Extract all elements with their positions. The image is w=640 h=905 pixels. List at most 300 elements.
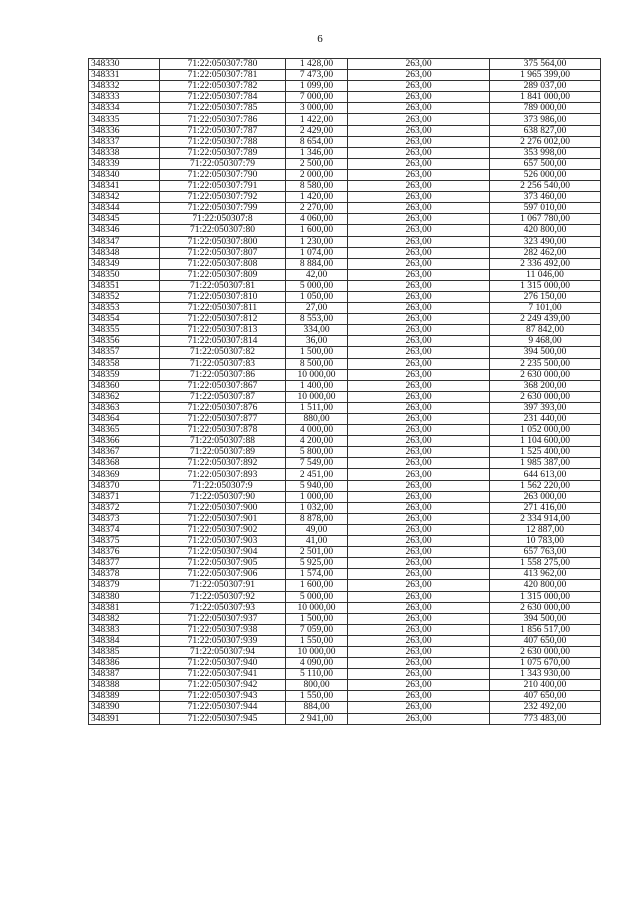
cadastral-number-cell: 71:22:050307:807 [160,247,286,258]
cadastral-value-cell: 282 462,00 [490,247,601,258]
row-number-cell: 348346 [89,225,160,236]
row-number-cell: 348341 [89,181,160,192]
rate-cell: 263,00 [348,325,490,336]
cadastral-number-cell: 71:22:050307:944 [160,702,286,713]
rate-cell: 263,00 [348,436,490,447]
area-cell: 1 032,00 [286,502,348,513]
table-row [89,702,601,713]
rate-cell: 263,00 [348,591,490,602]
area-cell: 7 473,00 [286,70,348,81]
cadastral-value-cell: 789 000,00 [490,103,601,114]
area-cell: 800,00 [286,680,348,691]
cadastral-value-cell: 1 104 600,00 [490,436,601,447]
table-row [89,314,601,325]
area-cell: 27,00 [286,303,348,314]
area-cell: 1 550,00 [286,635,348,646]
rate-cell: 263,00 [348,469,490,480]
area-cell: 4 060,00 [286,214,348,225]
cadastral-value-cell: 323 490,00 [490,236,601,247]
cadastral-value-cell: 2 630 000,00 [490,369,601,380]
cadastral-value-cell: 87 842,00 [490,325,601,336]
rate-cell: 263,00 [348,125,490,136]
cadastral-value-cell: 413 962,00 [490,569,601,580]
rate-cell: 263,00 [348,414,490,425]
rate-cell: 263,00 [348,358,490,369]
cadastral-number-cell: 71:22:050307:878 [160,425,286,436]
cadastral-number-cell: 71:22:050307:791 [160,181,286,192]
cadastral-number-cell: 71:22:050307:80 [160,225,286,236]
row-number-cell: 348330 [89,59,160,70]
row-number-cell: 348344 [89,203,160,214]
rate-cell: 263,00 [348,513,490,524]
page-number: 6 [317,33,323,45]
cadastral-value-cell: 394 500,00 [490,613,601,624]
cadastral-number-cell: 71:22:050307:83 [160,358,286,369]
cadastral-number-cell: 71:22:050307:792 [160,192,286,203]
cadastral-number-cell: 71:22:050307:892 [160,458,286,469]
table-row [89,70,601,81]
cadastral-value-cell: 1 558 275,00 [490,558,601,569]
area-cell: 7 000,00 [286,92,348,103]
rate-cell: 263,00 [348,425,490,436]
area-cell: 1 000,00 [286,491,348,502]
table-row [89,680,601,691]
cadastral-number-cell: 71:22:050307:784 [160,92,286,103]
cadastral-value-cell: 1 315 000,00 [490,591,601,602]
area-cell: 880,00 [286,414,348,425]
table-row [89,258,601,269]
area-cell: 2 501,00 [286,547,348,558]
area-cell: 8 884,00 [286,258,348,269]
table-row [89,458,601,469]
row-number-cell: 348382 [89,613,160,624]
row-number-cell: 348360 [89,380,160,391]
table-row [89,325,601,336]
cadastral-value-cell: 657 500,00 [490,158,601,169]
table-row [89,447,601,458]
rate-cell: 263,00 [348,70,490,81]
table-row [89,181,601,192]
area-cell: 1 230,00 [286,236,348,247]
area-cell: 1 600,00 [286,580,348,591]
table-row [89,469,601,480]
cadastral-number-cell: 71:22:050307:808 [160,258,286,269]
area-cell: 4 000,00 [286,425,348,436]
area-cell: 4 200,00 [286,436,348,447]
table-row [89,635,601,646]
rate-cell: 263,00 [348,691,490,702]
cadastral-number-cell: 71:22:050307:782 [160,81,286,92]
table-row [89,380,601,391]
area-cell: 5 800,00 [286,447,348,458]
cadastral-value-cell: 597 010,00 [490,203,601,214]
cadastral-value-cell: 289 037,00 [490,81,601,92]
area-cell: 8 500,00 [286,358,348,369]
area-cell: 1 420,00 [286,192,348,203]
area-cell: 10 000,00 [286,391,348,402]
cadastral-value-cell: 407 650,00 [490,691,601,702]
row-number-cell: 348364 [89,414,160,425]
rate-cell: 263,00 [348,314,490,325]
cadastral-value-cell: 1 856 517,00 [490,624,601,635]
table-row [89,59,601,70]
area-cell: 8 878,00 [286,513,348,524]
table-row [89,247,601,258]
rate-cell: 263,00 [348,258,490,269]
rate-cell: 263,00 [348,59,490,70]
cadastral-value-cell: 7 101,00 [490,303,601,314]
row-number-cell: 348371 [89,491,160,502]
cadastral-number-cell: 71:22:050307:937 [160,613,286,624]
cadastral-number-cell: 71:22:050307:943 [160,691,286,702]
table-row [89,536,601,547]
table-row [89,158,601,169]
rate-cell: 263,00 [348,680,490,691]
cadastral-value-cell: 12 887,00 [490,524,601,535]
cadastral-value-cell: 1 525 400,00 [490,447,601,458]
cadastral-number-cell: 71:22:050307:88 [160,436,286,447]
row-number-cell: 348331 [89,70,160,81]
rate-cell: 263,00 [348,391,490,402]
cadastral-number-cell: 71:22:050307:813 [160,325,286,336]
cadastral-number-cell: 71:22:050307:90 [160,491,286,502]
row-number-cell: 348363 [89,402,160,413]
rate-cell: 263,00 [348,658,490,669]
rate-cell: 263,00 [348,147,490,158]
cadastral-value-cell: 9 468,00 [490,336,601,347]
table-row [89,369,601,380]
cadastral-value-cell: 232 492,00 [490,702,601,713]
cadastral-number-cell: 71:22:050307:812 [160,314,286,325]
cadastral-value-cell: 2 336 492,00 [490,258,601,269]
table-row [89,646,601,657]
rate-cell: 263,00 [348,181,490,192]
area-cell: 8 553,00 [286,314,348,325]
table-row [89,436,601,447]
table-row [89,658,601,669]
row-number-cell: 348373 [89,513,160,524]
cadastral-number-cell: 71:22:050307:940 [160,658,286,669]
table-row [89,425,601,436]
cadastral-value-cell: 2 630 000,00 [490,646,601,657]
cadastral-value-cell: 1 067 780,00 [490,214,601,225]
cadastral-value-cell: 353 998,00 [490,147,601,158]
table-row [89,125,601,136]
area-cell: 1 074,00 [286,247,348,258]
table-row [89,136,601,147]
rate-cell: 263,00 [348,336,490,347]
row-number-cell: 348376 [89,547,160,558]
table-row [89,513,601,524]
rate-cell: 263,00 [348,380,490,391]
cadastral-value-cell: 1 315 000,00 [490,280,601,291]
table-row [89,347,601,358]
rate-cell: 263,00 [348,192,490,203]
rate-cell: 263,00 [348,491,490,502]
area-cell: 1 574,00 [286,569,348,580]
area-cell: 10 000,00 [286,602,348,613]
table-row [89,613,601,624]
table-row [89,303,601,314]
rate-cell: 263,00 [348,669,490,680]
cadastral-number-cell: 71:22:050307:945 [160,713,286,724]
cadastral-value-cell: 420 800,00 [490,580,601,591]
cadastral-value-cell: 2 276 002,00 [490,136,601,147]
area-cell: 2 500,00 [286,158,348,169]
row-number-cell: 348352 [89,291,160,302]
table-row [89,502,601,513]
cadastral-value-cell: 526 000,00 [490,169,601,180]
area-cell: 5 110,00 [286,669,348,680]
rate-cell: 263,00 [348,347,490,358]
cadastral-number-cell: 71:22:050307:92 [160,591,286,602]
table-row [89,491,601,502]
cadastral-number-cell: 71:22:050307:902 [160,524,286,535]
cadastral-number-cell: 71:22:050307:901 [160,513,286,524]
cadastral-number-cell: 71:22:050307:87 [160,391,286,402]
area-cell: 1 511,00 [286,402,348,413]
area-cell: 8 580,00 [286,181,348,192]
row-number-cell: 348389 [89,691,160,702]
area-cell: 36,00 [286,336,348,347]
area-cell: 1 346,00 [286,147,348,158]
area-cell: 1 600,00 [286,225,348,236]
cadastral-value-cell: 2 249 439,00 [490,314,601,325]
table-row [89,92,601,103]
row-number-cell: 348336 [89,125,160,136]
cadastral-number-cell: 71:22:050307:786 [160,114,286,125]
cadastral-number-cell: 71:22:050307:785 [160,103,286,114]
rate-cell: 263,00 [348,236,490,247]
cadastral-number-cell: 71:22:050307:79 [160,158,286,169]
table-row [89,358,601,369]
table-row [89,691,601,702]
cadastral-value-cell: 2 235 500,00 [490,358,601,369]
cadastral-value-cell: 1 562 220,00 [490,480,601,491]
area-cell: 1 400,00 [286,380,348,391]
cadastral-number-cell: 71:22:050307:91 [160,580,286,591]
row-number-cell: 348350 [89,269,160,280]
rate-cell: 263,00 [348,569,490,580]
row-number-cell: 348342 [89,192,160,203]
table-row [89,402,601,413]
table-row [89,591,601,602]
rate-cell: 263,00 [348,458,490,469]
area-cell: 1 550,00 [286,691,348,702]
area-cell: 4 090,00 [286,658,348,669]
cadastral-number-cell: 71:22:050307:811 [160,303,286,314]
cadastral-value-cell: 644 613,00 [490,469,601,480]
rate-cell: 263,00 [348,214,490,225]
table-row [89,81,601,92]
rate-cell: 263,00 [348,613,490,624]
row-number-cell: 348391 [89,713,160,724]
row-number-cell: 348386 [89,658,160,669]
row-number-cell: 348355 [89,325,160,336]
row-number-cell: 348354 [89,314,160,325]
cadastral-value-cell: 375 564,00 [490,59,601,70]
cadastral-value-cell: 210 400,00 [490,680,601,691]
row-number-cell: 348332 [89,81,160,92]
cadastral-value-cell: 773 483,00 [490,713,601,724]
table-row [89,192,601,203]
row-number-cell: 348383 [89,624,160,635]
cadastral-value-cell: 1 985 387,00 [490,458,601,469]
area-cell: 2 429,00 [286,125,348,136]
row-number-cell: 348388 [89,680,160,691]
row-number-cell: 348335 [89,114,160,125]
area-cell: 5 000,00 [286,280,348,291]
cadastral-number-cell: 71:22:050307:900 [160,502,286,513]
row-number-cell: 348362 [89,391,160,402]
cadastral-number-cell: 71:22:050307:906 [160,569,286,580]
cadastral-number-cell: 71:22:050307:867 [160,380,286,391]
cadastral-value-cell: 373 986,00 [490,114,601,125]
rate-cell: 263,00 [348,402,490,413]
cadastral-value-cell: 638 827,00 [490,125,601,136]
cadastral-value-cell: 1 841 000,00 [490,92,601,103]
rate-cell: 263,00 [348,203,490,214]
table-row [89,580,601,591]
table-row [89,547,601,558]
row-number-cell: 348366 [89,436,160,447]
row-number-cell: 348351 [89,280,160,291]
area-cell: 1 500,00 [286,613,348,624]
area-cell: 10 000,00 [286,369,348,380]
table-body [89,59,601,725]
area-cell: 10 000,00 [286,646,348,657]
rate-cell: 263,00 [348,247,490,258]
row-number-cell: 348372 [89,502,160,513]
area-cell: 1 422,00 [286,114,348,125]
cadastral-number-cell: 71:22:050307:904 [160,547,286,558]
cadastral-number-cell: 71:22:050307:905 [160,558,286,569]
table-row [89,280,601,291]
cadastral-value-cell: 368 200,00 [490,380,601,391]
row-number-cell: 348385 [89,646,160,657]
table-row [89,147,601,158]
cadastral-number-cell: 71:22:050307:81 [160,280,286,291]
row-number-cell: 348381 [89,602,160,613]
cadastral-value-cell: 2 334 914,00 [490,513,601,524]
row-number-cell: 348356 [89,336,160,347]
area-cell: 2 941,00 [286,713,348,724]
table-row [89,214,601,225]
table-row [89,236,601,247]
table-row [89,713,601,724]
area-cell: 1 428,00 [286,59,348,70]
table-row [89,624,601,635]
rate-cell: 263,00 [348,624,490,635]
cadastral-number-cell: 71:22:050307:781 [160,70,286,81]
rate-cell: 263,00 [348,536,490,547]
cadastral-number-cell: 71:22:050307:788 [160,136,286,147]
table-row [89,203,601,214]
rate-cell: 263,00 [348,369,490,380]
cadastral-number-cell: 71:22:050307:903 [160,536,286,547]
cadastral-value-cell: 420 800,00 [490,225,601,236]
rate-cell: 263,00 [348,702,490,713]
row-number-cell: 348345 [89,214,160,225]
area-cell: 1 099,00 [286,81,348,92]
cadastral-number-cell: 71:22:050307:809 [160,269,286,280]
cadastral-number-cell: 71:22:050307:93 [160,602,286,613]
row-number-cell: 348367 [89,447,160,458]
cadastral-number-cell: 71:22:050307:9 [160,480,286,491]
cadastral-number-cell: 71:22:050307:941 [160,669,286,680]
area-cell: 7 059,00 [286,624,348,635]
cadastral-number-cell: 71:22:050307:8 [160,214,286,225]
rate-cell: 263,00 [348,225,490,236]
row-number-cell: 348390 [89,702,160,713]
rate-cell: 263,00 [348,646,490,657]
rate-cell: 263,00 [348,547,490,558]
rate-cell: 263,00 [348,480,490,491]
row-number-cell: 348375 [89,536,160,547]
rate-cell: 263,00 [348,103,490,114]
table-row [89,391,601,402]
cadastral-value-cell: 397 393,00 [490,402,601,413]
row-number-cell: 348384 [89,635,160,646]
row-number-cell: 348349 [89,258,160,269]
area-cell: 2 270,00 [286,203,348,214]
cadastral-value-cell: 276 150,00 [490,291,601,302]
cadastral-number-cell: 71:22:050307:876 [160,402,286,413]
row-number-cell: 348347 [89,236,160,247]
cadastral-number-cell: 71:22:050307:787 [160,125,286,136]
cadastral-value-cell: 271 416,00 [490,502,601,513]
rate-cell: 263,00 [348,635,490,646]
area-cell: 5 000,00 [286,591,348,602]
rate-cell: 263,00 [348,92,490,103]
rate-cell: 263,00 [348,169,490,180]
cadastral-number-cell: 71:22:050307:810 [160,291,286,302]
cadastral-number-cell: 71:22:050307:893 [160,469,286,480]
cadastral-value-cell: 1 965 399,00 [490,70,601,81]
rate-cell: 263,00 [348,580,490,591]
row-number-cell: 348387 [89,669,160,680]
rate-cell: 263,00 [348,269,490,280]
rate-cell: 263,00 [348,502,490,513]
area-cell: 2 451,00 [286,469,348,480]
row-number-cell: 348369 [89,469,160,480]
table-row [89,269,601,280]
row-number-cell: 348348 [89,247,160,258]
row-number-cell: 348379 [89,580,160,591]
area-cell: 49,00 [286,524,348,535]
rate-cell: 263,00 [348,447,490,458]
table-row [89,114,601,125]
cadastral-value-cell: 407 650,00 [490,635,601,646]
row-number-cell: 348333 [89,92,160,103]
cadastral-value-cell: 11 046,00 [490,269,601,280]
rate-cell: 263,00 [348,136,490,147]
row-number-cell: 348357 [89,347,160,358]
table-row [89,602,601,613]
area-cell: 1 050,00 [286,291,348,302]
cadastral-number-cell: 71:22:050307:86 [160,369,286,380]
cadastral-number-cell: 71:22:050307:800 [160,236,286,247]
row-number-cell: 348337 [89,136,160,147]
area-cell: 42,00 [286,269,348,280]
row-number-cell: 348338 [89,147,160,158]
row-number-cell: 348359 [89,369,160,380]
cadastral-number-cell: 71:22:050307:938 [160,624,286,635]
rate-cell: 263,00 [348,713,490,724]
area-cell: 8 654,00 [286,136,348,147]
rate-cell: 263,00 [348,524,490,535]
cadastral-number-cell: 71:22:050307:780 [160,59,286,70]
